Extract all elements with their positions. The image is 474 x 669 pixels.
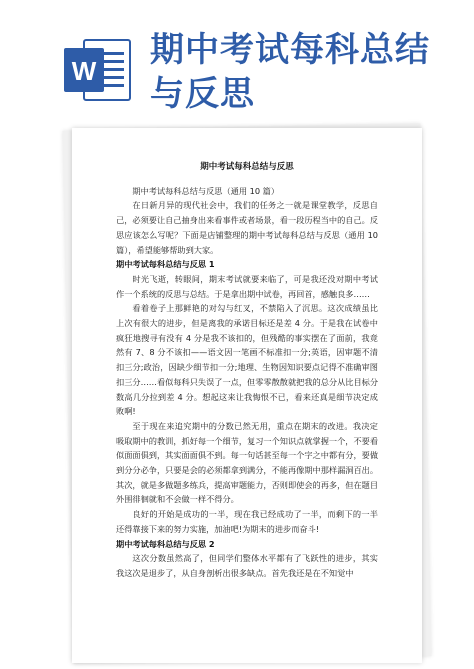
section-2-paragraph-1: 这次分数虽然高了，但同学们整体水平都有了飞跃性的进步，其实我这次是退步了，从自身剖析出很多缺点。首先我还是在不知觉中 (116, 553, 378, 578)
header-banner (0, 0, 474, 120)
document-title: 期中考试每科总结与反思 (200, 162, 294, 172)
page-title: 期中考试每科总结与反思 (150, 30, 430, 114)
section-1-paragraph-3: 至于现在来追究期中的分数已然无用，重点在期末的改进。我决定吸取期中的教训，抓好每一个细节，复习一个知识点就掌握一个，不要看似面面俱到，其实面面俱不到。每一句话甚至每一个字之中都有分，要做到分分必争，只要是会的必须都拿到满分，不能再像期中那样漏洞百出。其次，就是多做题多练兵，提高审题能力，否则即使会的再多，但在题目外围徘徊就和不会做一样不得分。 (116, 420, 379, 505)
document-subtitle: 期中考试每科总结与反思（通用 10 篇） (132, 185, 280, 196)
section-1-heading: 期中考试每科总结与反思 1 (116, 259, 215, 270)
word-icon-letter: W (71, 56, 97, 86)
document-page (72, 128, 422, 663)
document-body (116, 154, 378, 581)
section-2-heading: 期中考试每科总结与反思 2 (116, 538, 215, 549)
intro-paragraph: 在日新月异的现代社会中，我们的任务之一就是课堂教学，反思自己，必须要让自己抽身出来看事件或者场景，看一段历程当中的自己。反思应该怎么写呢？下面是店铺整理的期中考试每科总结与反思（通用 10 篇），希望能够帮助到大家。 (116, 200, 379, 255)
word-document-icon (62, 36, 134, 106)
section-1-paragraph-1: 时光飞逝，转眼间，期末考试就要来临了，可是我还没对期中考试作一个系统的反思与总结。于是拿出期中试卷，再回首，感触良多…… (116, 273, 378, 299)
section-1-paragraph-4: 良好的开始是成功的一半，现在我已经成功了一半，而剩下的一半还得靠接下来的努力实施，加油吧!为期末的进步而奋斗! (116, 509, 378, 534)
section-1-paragraph-2: 看着卷子上那鲜艳的对勾与红叉，不禁陷入了沉思。这次成绩虽比上次有很大的进步，但是离我的承诺目标还是差 4 分。于是我在试卷中疯狂地搜寻有没有 4 分是我不该扣的，但残酷的事实摆在了面前，我竟然有 7、8 分不该扣——语文因一笔画不标准扣一分;英语，因审题不清扣三分;政治，因缺少细节扣一分;地理、生物因知识要点记得不准确审图扣三分……看似每科只失误了一点，但零零散散就把我的总分从比目标分数高几分拉到差 4 分。想起这来让我悔恨不已，看来还真是细节决定成败啊! (116, 303, 379, 417)
